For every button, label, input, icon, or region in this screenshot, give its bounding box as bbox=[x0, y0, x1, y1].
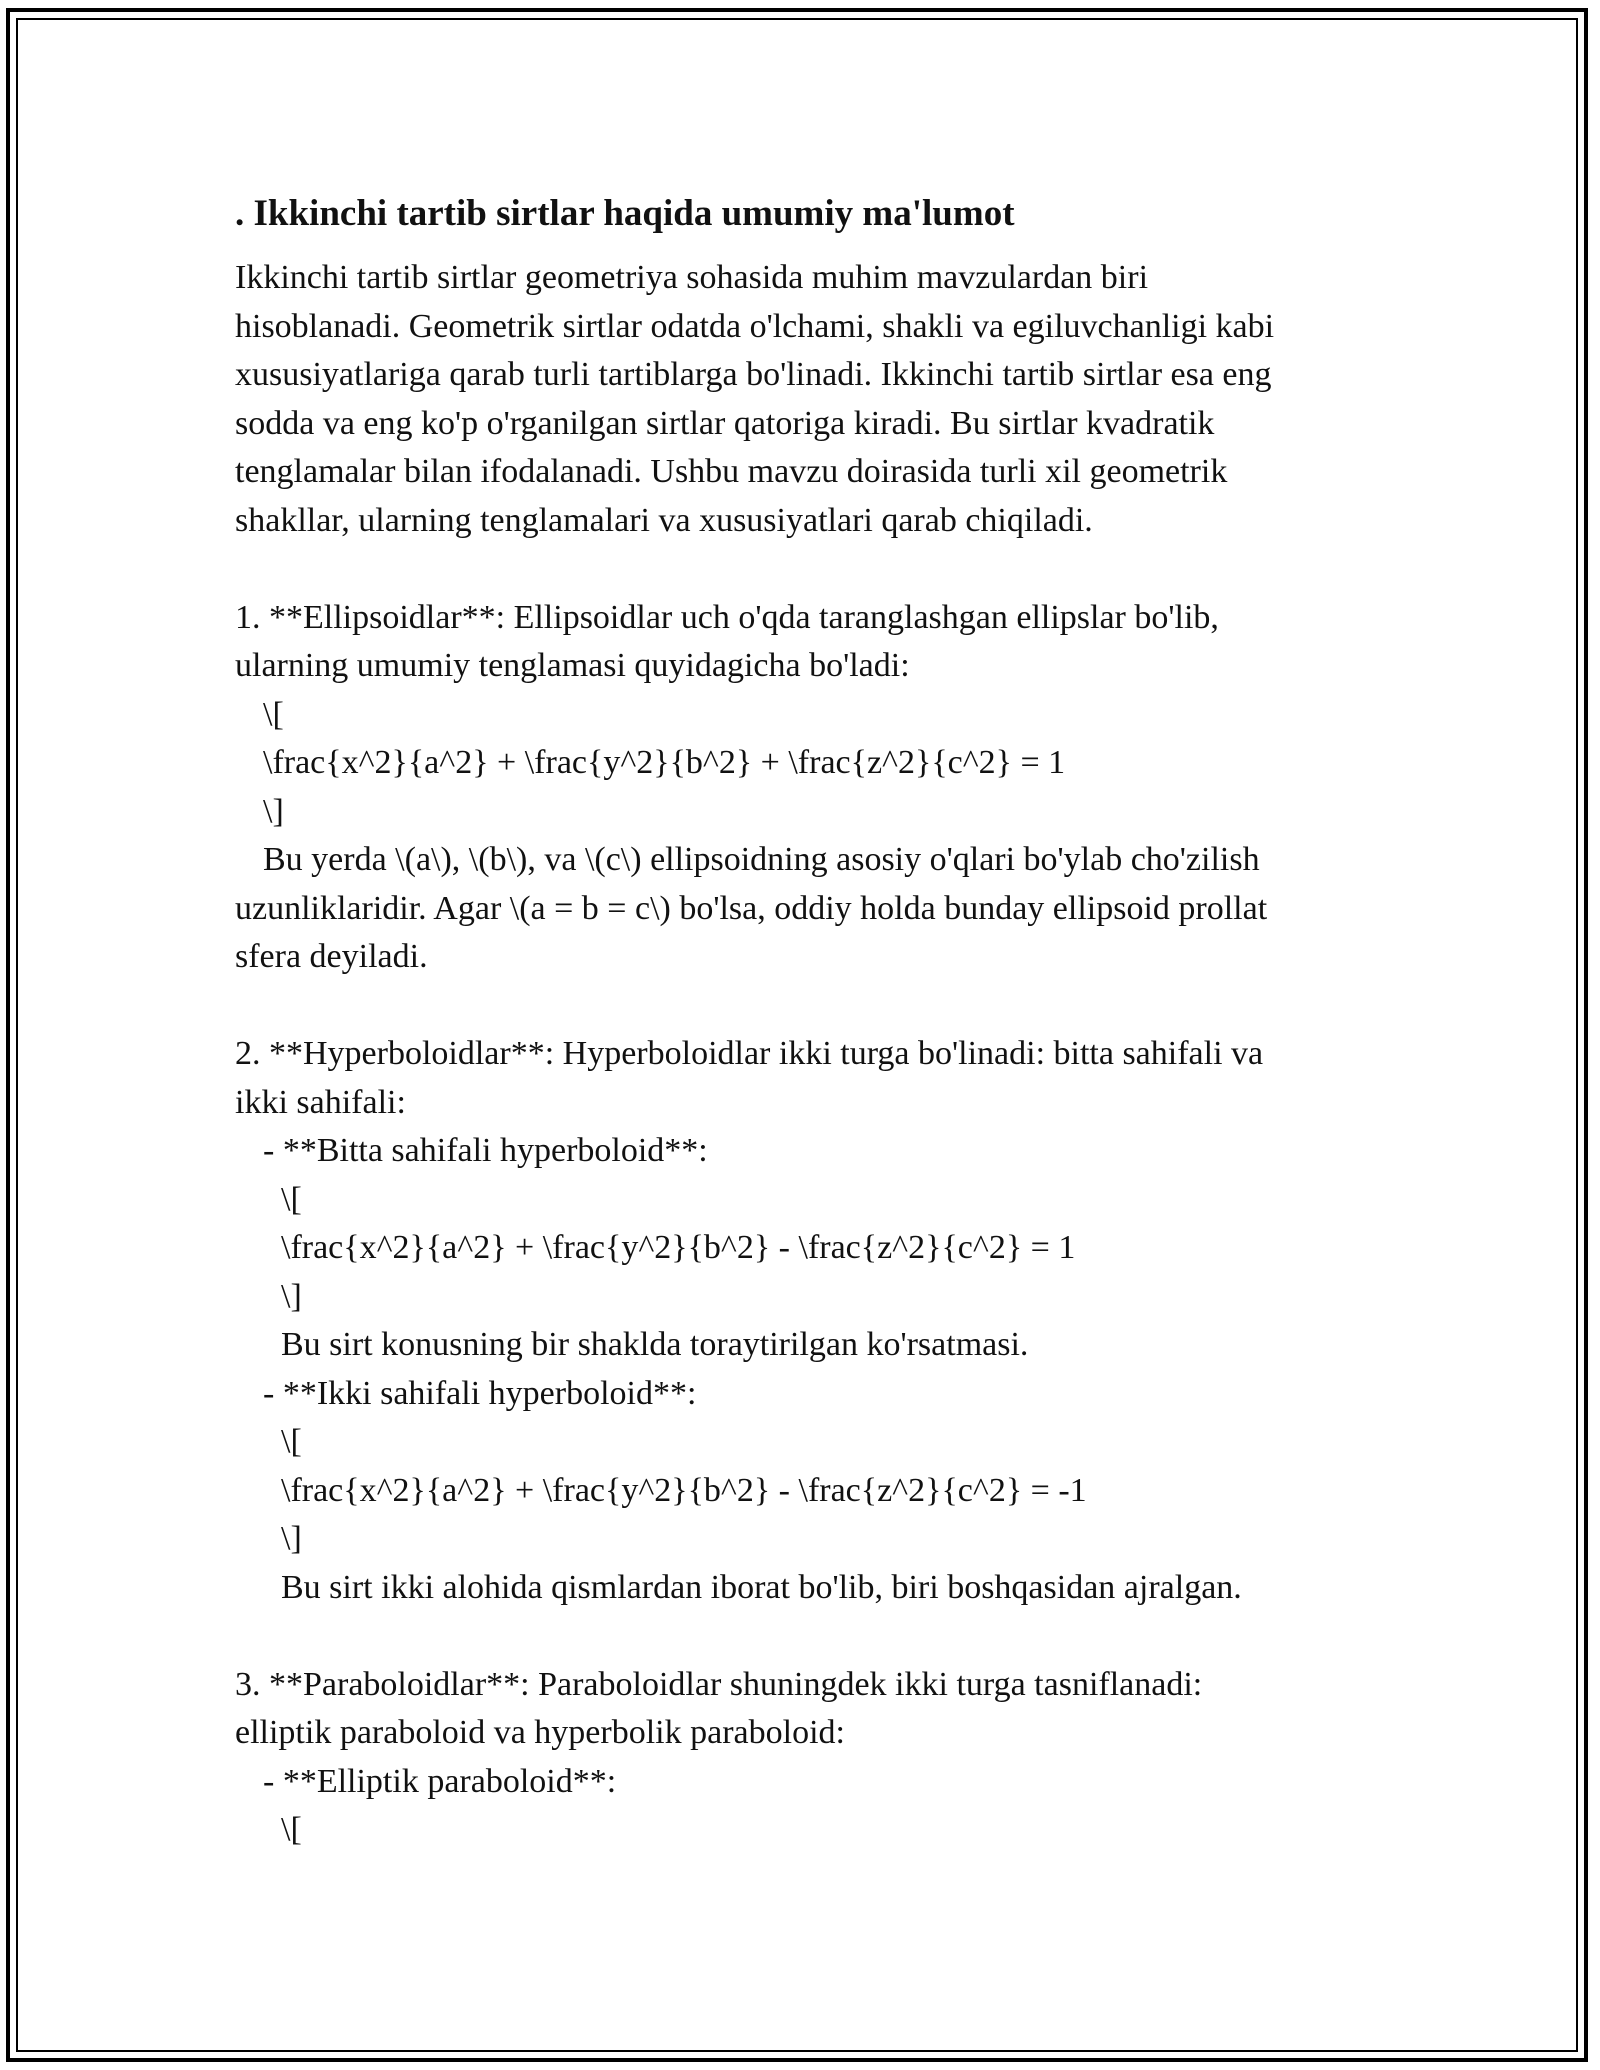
section-heading-line: elliptik paraboloid va hyperbolik paraboloid: bbox=[235, 1714, 845, 1751]
section-heading-line: ularning umumiy tenglamasi quyidagicha bo'ladi: bbox=[235, 647, 910, 684]
intro-paragraph bbox=[235, 254, 1375, 545]
note-line: sfera deyiladi. bbox=[235, 938, 428, 975]
paragraph-line: sodda va eng ko'p o'rganilgan sirtlar qatoriga kiradi. Bu sirtlar kvadratik bbox=[235, 404, 1215, 442]
equation-open-delimiter: \[ bbox=[281, 1811, 302, 1848]
subsection-label: - **Bitta sahifali hyperboloid**: bbox=[263, 1132, 708, 1169]
subsection-label: - **Ikki sahifali hyperboloid**: bbox=[263, 1374, 697, 1412]
paragraph-line: Ikkinchi tartib sirtlar geometriya sohasida muhim mavzulardan biri bbox=[235, 259, 1149, 296]
section-paraboloids bbox=[235, 1661, 1375, 1855]
document-body bbox=[235, 188, 1375, 1855]
note-line: uzunliklaridir. Agar \(a = b = c\) bo'lsa, oddiy holda bunday ellipsoid prollat bbox=[235, 889, 1268, 927]
equation: \frac{x^2}{a^2} + \frac{y^2}{b^2} - \frac{z^2}{c^2} = 1 bbox=[281, 1229, 1076, 1266]
note-line: Bu yerda \(a\), \(b\), va \(c\) ellipsoidning asosiy o'qlari bo'ylab cho'zilish bbox=[263, 841, 1260, 878]
spacer bbox=[235, 1612, 1375, 1661]
paragraph-line: shakllar, ularning tenglamalari va xususiyatlari qarab chiqiladi. bbox=[235, 501, 1093, 539]
document-title: . Ikkinchi tartib sirtlar haqida umumiy ma'lumot bbox=[235, 193, 1015, 234]
paragraph-line: xususiyatlariga qarab turli tartiblarga bo'linadi. Ikkinchi tartib sirtlar esa eng bbox=[235, 356, 1272, 393]
spacer bbox=[235, 982, 1375, 1031]
section-ellipsoids bbox=[235, 594, 1375, 982]
note-line: Bu sirt konusning bir shaklda toraytirilgan ko'rsatmasi. bbox=[281, 1326, 1029, 1363]
equation-close-delimiter: \] bbox=[281, 1520, 302, 1557]
equation: \frac{x^2}{a^2} + \frac{y^2}{b^2} - \frac{z^2}{c^2} = -1 bbox=[281, 1471, 1087, 1509]
note-line: Bu sirt ikki alohida qismlardan iborat bo'lib, biri boshqasidan ajralgan. bbox=[281, 1568, 1242, 1606]
subsection-label: - **Elliptik paraboloid**: bbox=[263, 1762, 617, 1800]
equation-open-delimiter: \[ bbox=[281, 1423, 302, 1460]
equation-close-delimiter: \] bbox=[281, 1277, 302, 1315]
section-hyperboloids bbox=[235, 1030, 1375, 1612]
section-heading-line: 2. **Hyperboloidlar**: Hyperboloidlar ikki turga bo'linadi: bitta sahifali va bbox=[235, 1035, 1264, 1072]
spacer bbox=[235, 545, 1375, 594]
equation: \frac{x^2}{a^2} + \frac{y^2}{b^2} + \frac{z^2}{c^2} = 1 bbox=[263, 744, 1066, 781]
section-heading-line: 3. **Paraboloidlar**: Paraboloidlar shuningdek ikki turga tasniflanadi: bbox=[235, 1665, 1203, 1703]
section-heading-line: 1. **Ellipsoidlar**: Ellipsoidlar uch o'qda taranglashgan ellipslar bo'lib, bbox=[235, 598, 1219, 636]
equation-close-delimiter: \] bbox=[263, 792, 284, 830]
paragraph-line: hisoblanadi. Geometrik sirtlar odatda o'lchami, shakli va egiluvchanligi kabi bbox=[235, 307, 1275, 345]
section-heading-line: ikki sahifali: bbox=[235, 1083, 406, 1121]
equation-open-delimiter: \[ bbox=[263, 695, 284, 733]
paragraph-line: tenglamalar bilan ifodalanadi. Ushbu mavzu doirasida turli xil geometrik bbox=[235, 453, 1228, 490]
equation-open-delimiter: \[ bbox=[281, 1180, 302, 1218]
